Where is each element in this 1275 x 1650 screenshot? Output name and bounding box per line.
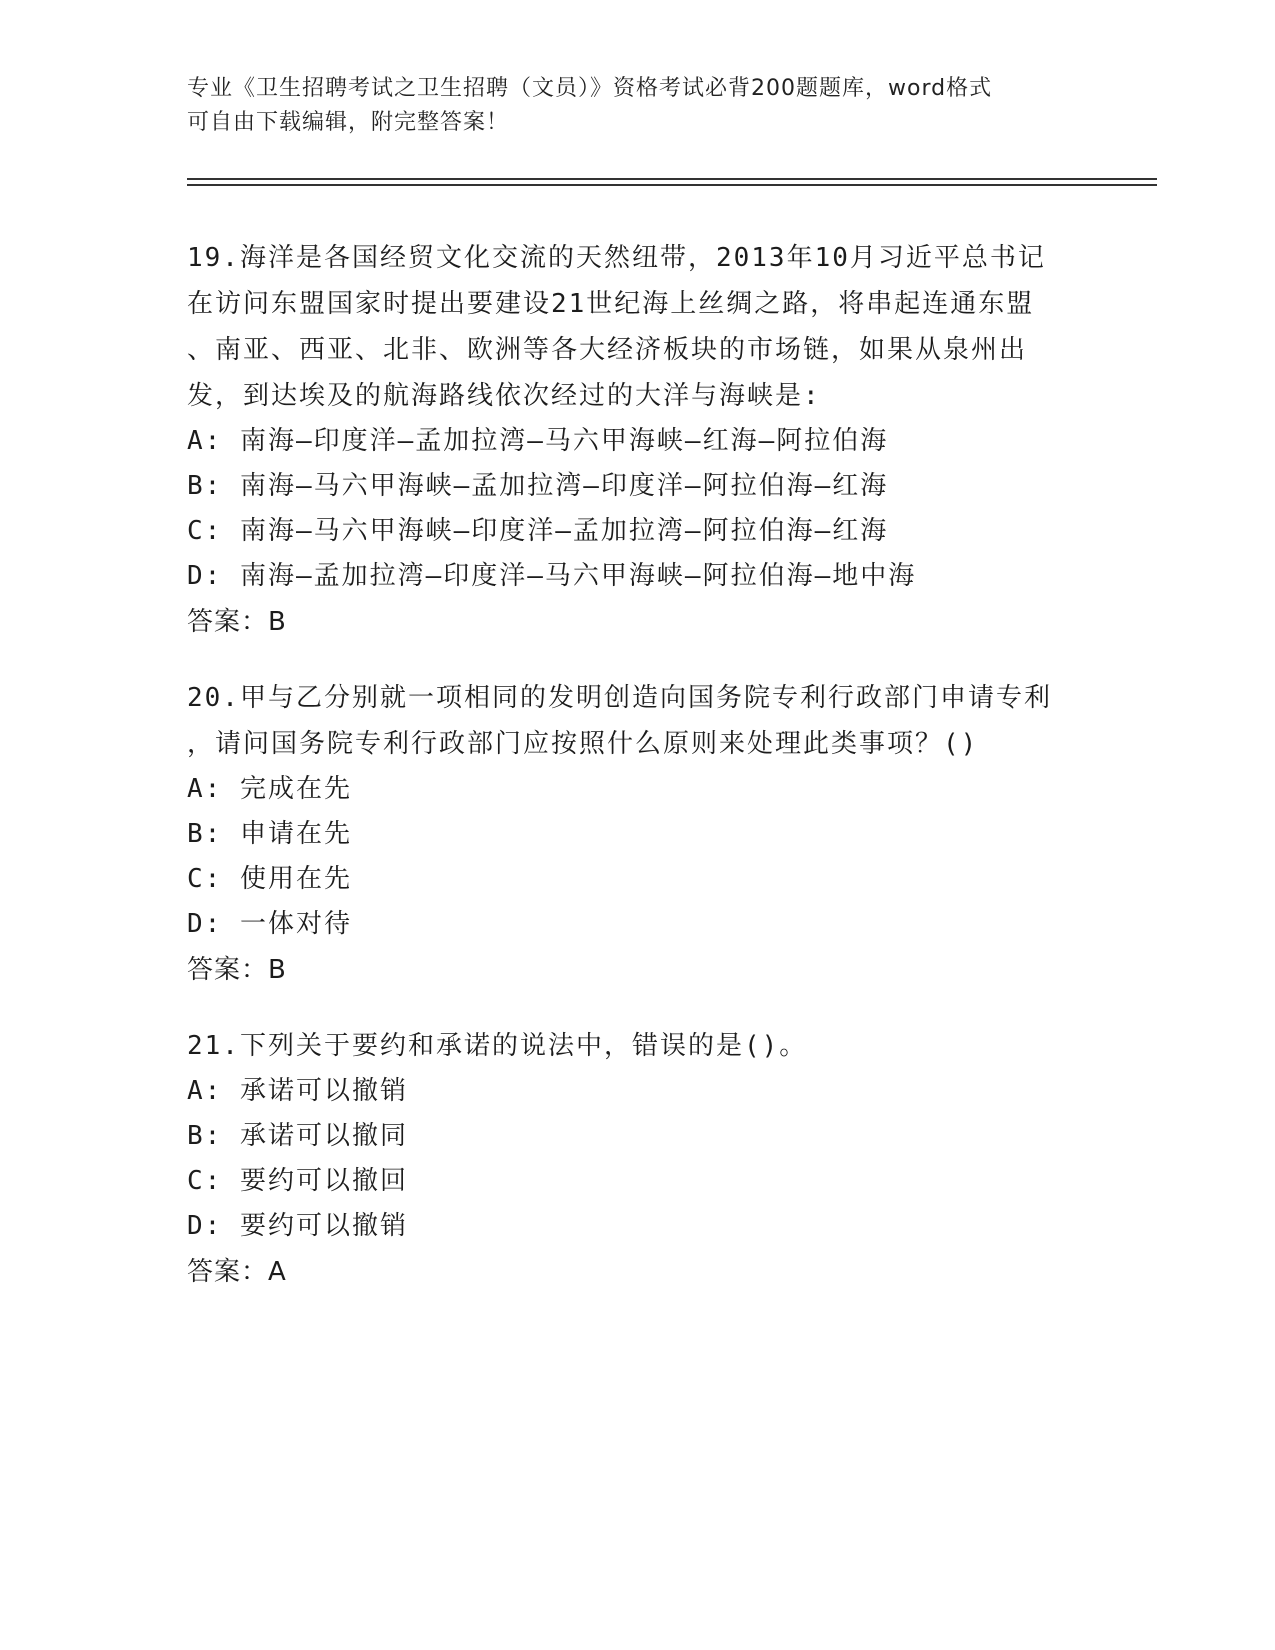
question-19: [187, 235, 1087, 645]
option-d: D: 一体对待: [187, 909, 352, 939]
header-line-2: 可自由下载编辑，附完整答案！: [187, 110, 510, 135]
option-a: A: 承诺可以撤销: [187, 1076, 408, 1106]
option-c: C: 南海—马六甲海峡—印度洋—孟加拉湾—阿拉伯海—红海: [187, 516, 889, 546]
question-list: [187, 235, 1087, 1325]
stem-line: 20.甲与乙分别就一项相同的发明创造向国务院专利行政部门申请专利: [187, 683, 1052, 713]
stem-line: 在访问东盟国家时提出要建设21世纪海上丝绸之路，将串起连通东盟: [187, 289, 1035, 319]
question-stem: [187, 1023, 1087, 1069]
question-20: [187, 675, 1087, 993]
question-21: [187, 1023, 1087, 1295]
option-c: C: 要约可以撤回: [187, 1166, 408, 1196]
question-stem: [187, 235, 1087, 419]
stem-line: 21.下列关于要约和承诺的说法中，错误的是()。: [187, 1031, 808, 1061]
option-d: D: 要约可以撤销: [187, 1211, 408, 1241]
stem-line: ，请问国务院专利行政部门应按照什么原则来处理此类事项？(): [187, 729, 979, 759]
answer-line: 答案：B: [187, 607, 287, 637]
option-b: B: 南海—马六甲海峡—孟加拉湾—印度洋—阿拉伯海—红海: [187, 471, 889, 501]
option-c: C: 使用在先: [187, 864, 352, 894]
option-b: B: 承诺可以撤同: [187, 1121, 408, 1151]
header-divider-top: [187, 178, 1157, 180]
answer-line: 答案：A: [187, 1257, 287, 1287]
stem-line: 发，到达埃及的航海路线依次经过的大洋与海峡是:: [187, 381, 821, 411]
document-header: [187, 72, 1087, 140]
answer-line: 答案：B: [187, 955, 287, 985]
question-stem: [187, 675, 1087, 767]
header-divider-bottom: [187, 184, 1157, 186]
header-line-1: 专业《卫生招聘考试之卫生招聘（文员）》资格考试必背200题题库，word格式: [187, 76, 993, 101]
option-d: D: 南海—孟加拉湾—印度洋—马六甲海峡—阿拉伯海—地中海: [187, 561, 917, 591]
stem-line: 19.海洋是各国经贸文化交流的天然纽带，2013年10月习近平总书记: [187, 243, 1046, 273]
option-b: B: 申请在先: [187, 819, 352, 849]
stem-line: 、南亚、西亚、北非、欧洲等各大经济板块的市场链，如果从泉州出: [187, 335, 1028, 365]
option-a: A: 完成在先: [187, 774, 352, 804]
option-a: A: 南海—印度洋—孟加拉湾—马六甲海峡—红海—阿拉伯海: [187, 426, 889, 456]
